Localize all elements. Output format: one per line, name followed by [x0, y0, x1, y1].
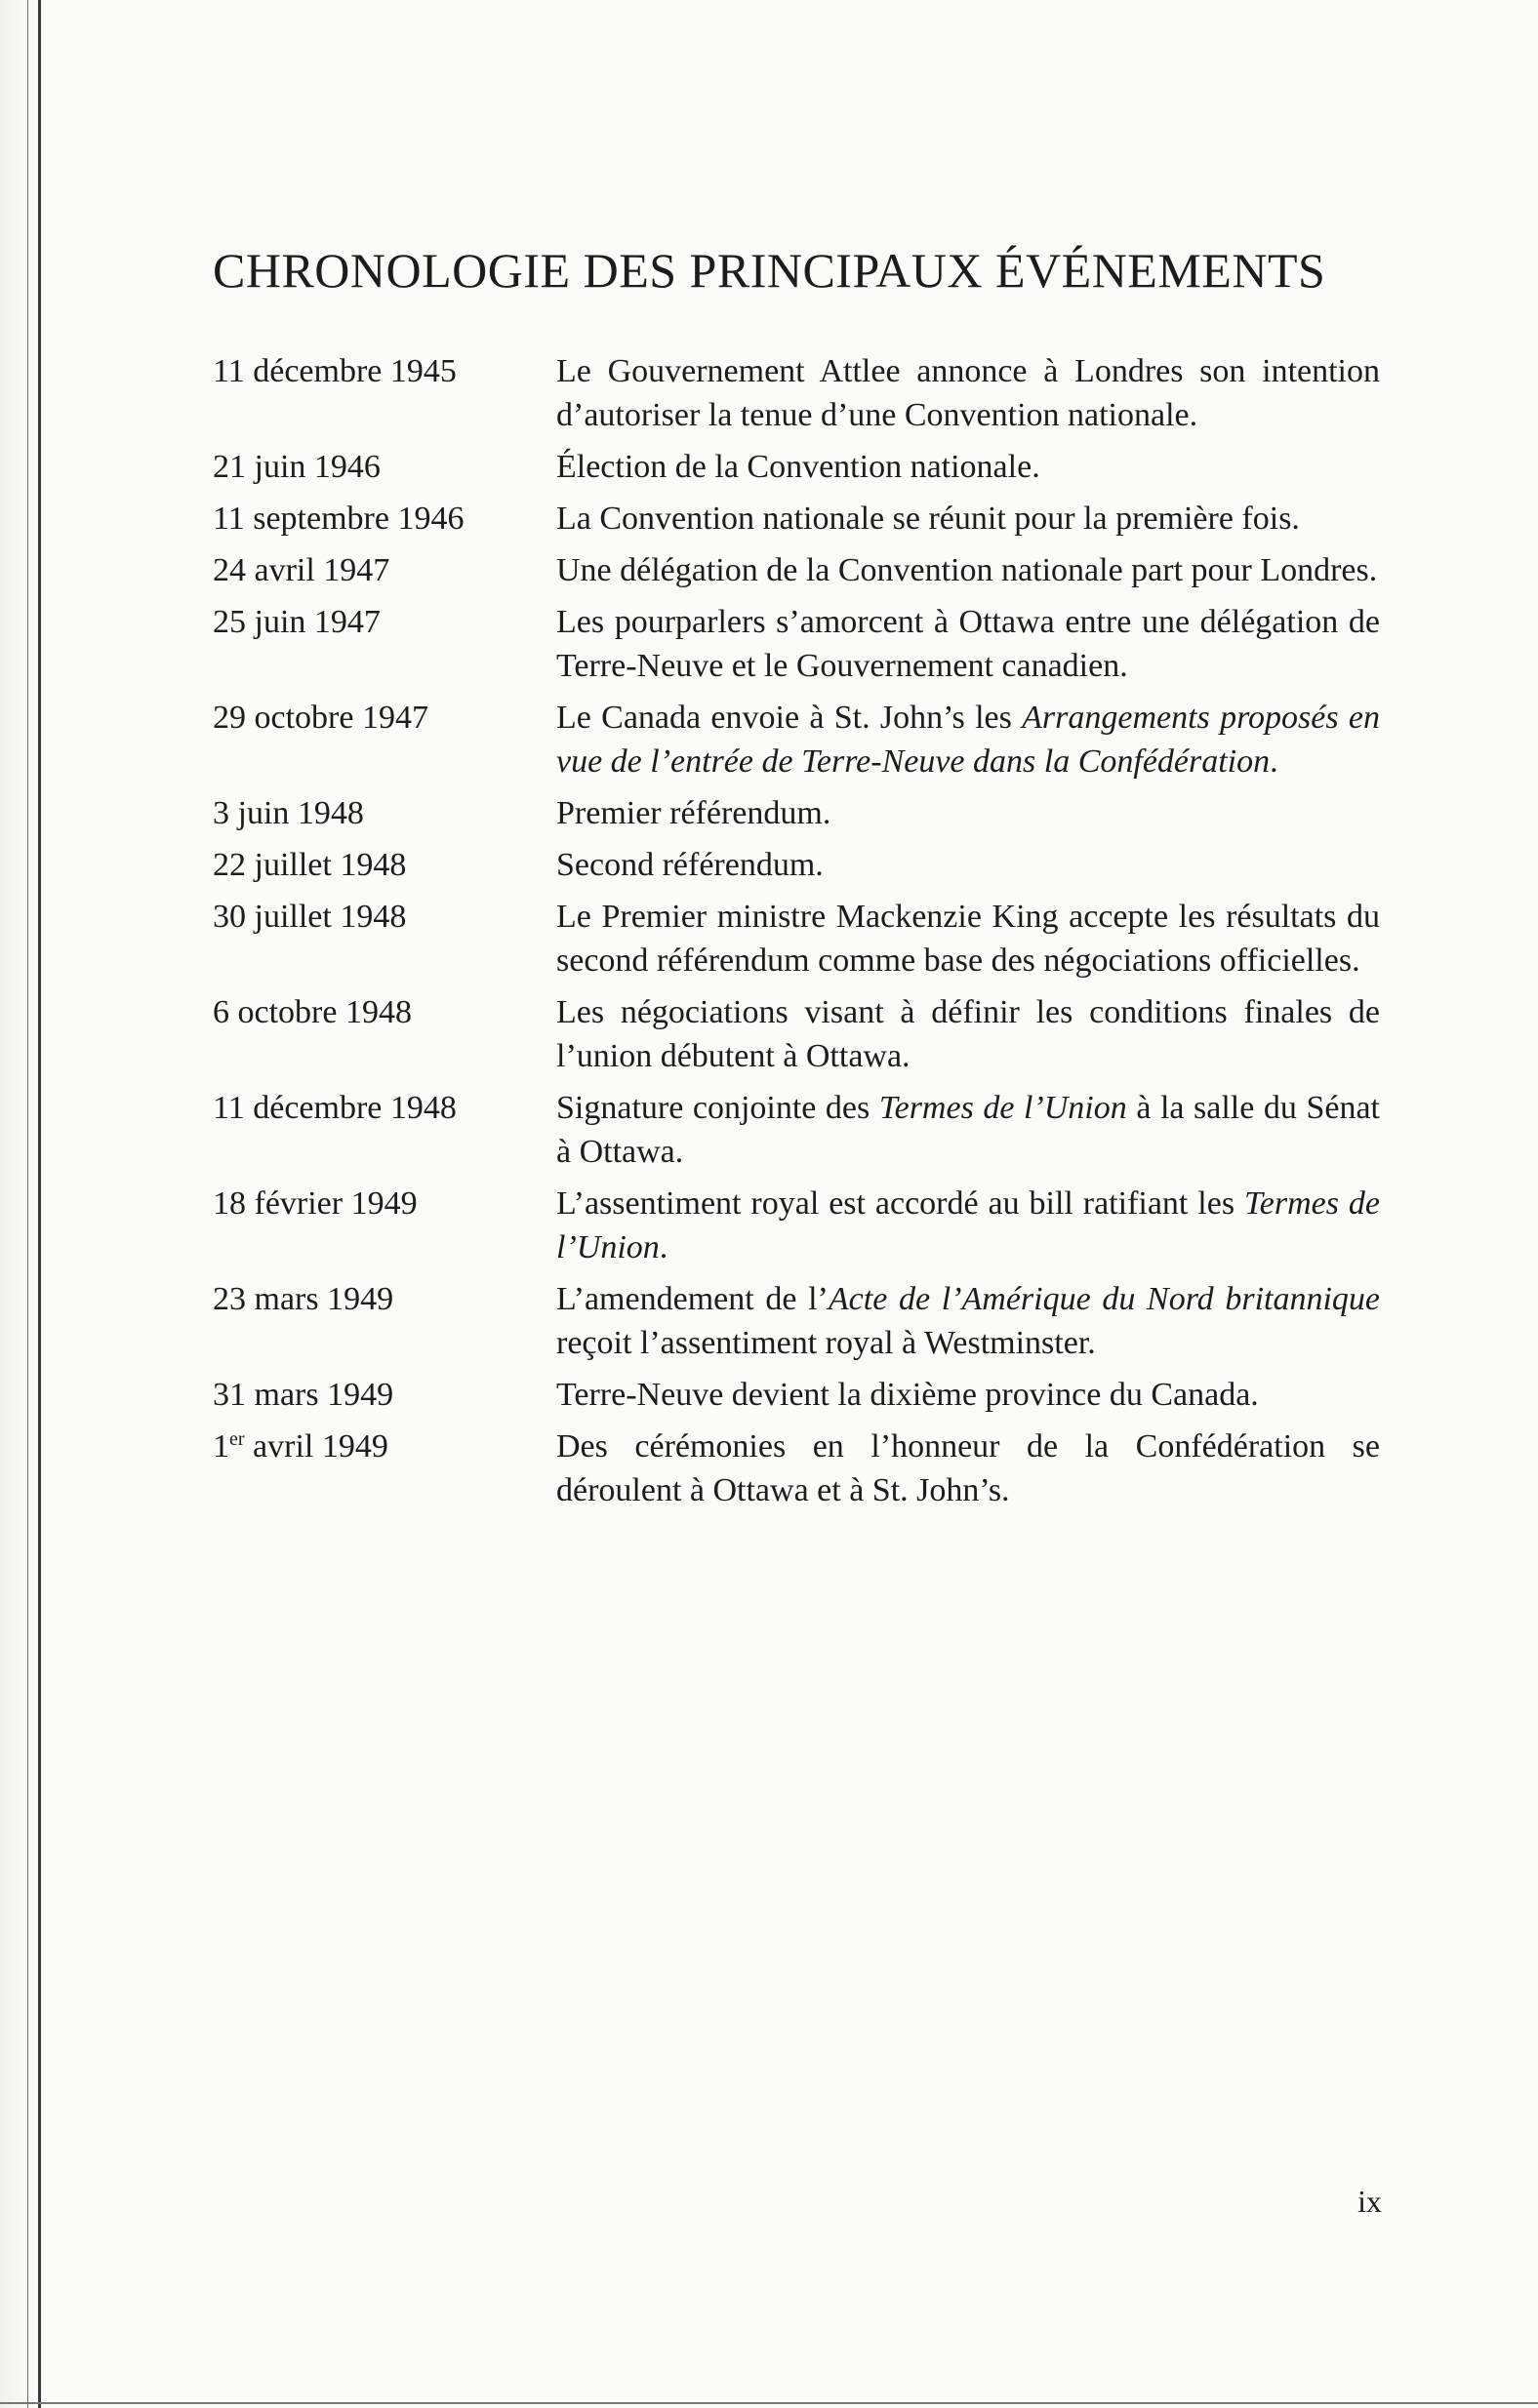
event-description: Les négociations visant à définir les conditions finales de l’union débutent à Ottawa. — [556, 994, 1380, 1074]
event-row — [213, 791, 1380, 835]
page-title: CHRONOLOGIE DES PRINCIPAUX ÉVÉNEMENTS — [213, 243, 1326, 298]
event-row — [213, 1425, 1380, 1512]
event-description: Signature conjointe des Termes de l’Union à la salle du Sénat à Ottawa. — [556, 1090, 1380, 1170]
chronology-list — [213, 349, 1380, 1520]
event-date: 24 avril 1947 — [213, 552, 390, 588]
event-description: Le Canada envoie à St. John’s les Arrangements proposés en vue de l’entrée de Terre-Neuve dans la Confédération. — [556, 700, 1380, 780]
event-row — [213, 843, 1380, 887]
event-description: Le Premier ministre Mackenzie King accepte les résultats du second référendum comme base des négociations officielles. — [556, 899, 1380, 979]
event-description: Premier référendum. — [556, 795, 831, 831]
event-date: 29 octobre 1947 — [213, 700, 428, 736]
event-date: 3 juin 1948 — [213, 795, 364, 831]
event-date: 23 mars 1949 — [213, 1281, 394, 1317]
event-date: 25 juin 1947 — [213, 604, 381, 640]
event-row — [213, 1182, 1380, 1269]
event-description: Second référendum. — [556, 847, 824, 883]
event-row — [213, 497, 1380, 541]
event-description: Le Gouvernement Attlee annonce à Londres son intention d’autoriser la tenue d’une Convention nationale. — [556, 353, 1380, 433]
event-description: Une délégation de la Convention nationale part pour Londres. — [556, 552, 1378, 588]
event-description: Des cérémonies en l’honneur de la Confédération se déroulent à Ottawa et à St. John’s. — [556, 1428, 1380, 1508]
event-date: 21 juin 1946 — [213, 449, 381, 485]
page-binding-edge — [0, 0, 41, 2408]
event-date: 6 octobre 1948 — [213, 994, 412, 1030]
event-date: 11 décembre 1948 — [213, 1090, 457, 1126]
event-row — [213, 696, 1380, 783]
event-row — [213, 1277, 1380, 1365]
event-row — [213, 895, 1380, 983]
event-date: 18 février 1949 — [213, 1185, 418, 1222]
event-row — [213, 548, 1380, 592]
event-row — [213, 990, 1380, 1078]
event-date: 1er avril 1949 — [213, 1428, 388, 1465]
page-number: ix — [1357, 2184, 1382, 2219]
event-description: L’assentiment royal est accordé au bill ratifiant les Termes de l’Union. — [556, 1185, 1380, 1265]
event-description: L’amendement de l’Acte de l’Amérique du Nord britannique reçoit l’assentiment royal à Westminster. — [556, 1281, 1381, 1361]
event-row — [213, 349, 1380, 437]
event-description: Les pourparlers s’amorcent à Ottawa entre une délégation de Terre-Neuve et le Gouvernement canadien. — [556, 604, 1380, 684]
event-date: 31 mars 1949 — [213, 1377, 394, 1413]
event-description: La Convention nationale se réunit pour la première fois. — [556, 501, 1300, 537]
page-bottom-edge — [0, 2402, 1538, 2408]
event-date: 11 décembre 1945 — [213, 353, 457, 389]
event-description: Élection de la Convention nationale. — [556, 449, 1040, 485]
event-row — [213, 1086, 1380, 1174]
event-row — [213, 600, 1380, 688]
event-date: 22 juillet 1948 — [213, 847, 407, 883]
event-date: 30 juillet 1948 — [213, 899, 407, 935]
event-date: 11 septembre 1946 — [213, 501, 465, 537]
event-description: Terre-Neuve devient la dixième province du Canada. — [556, 1377, 1259, 1413]
event-row — [213, 1373, 1380, 1417]
event-row — [213, 445, 1380, 489]
